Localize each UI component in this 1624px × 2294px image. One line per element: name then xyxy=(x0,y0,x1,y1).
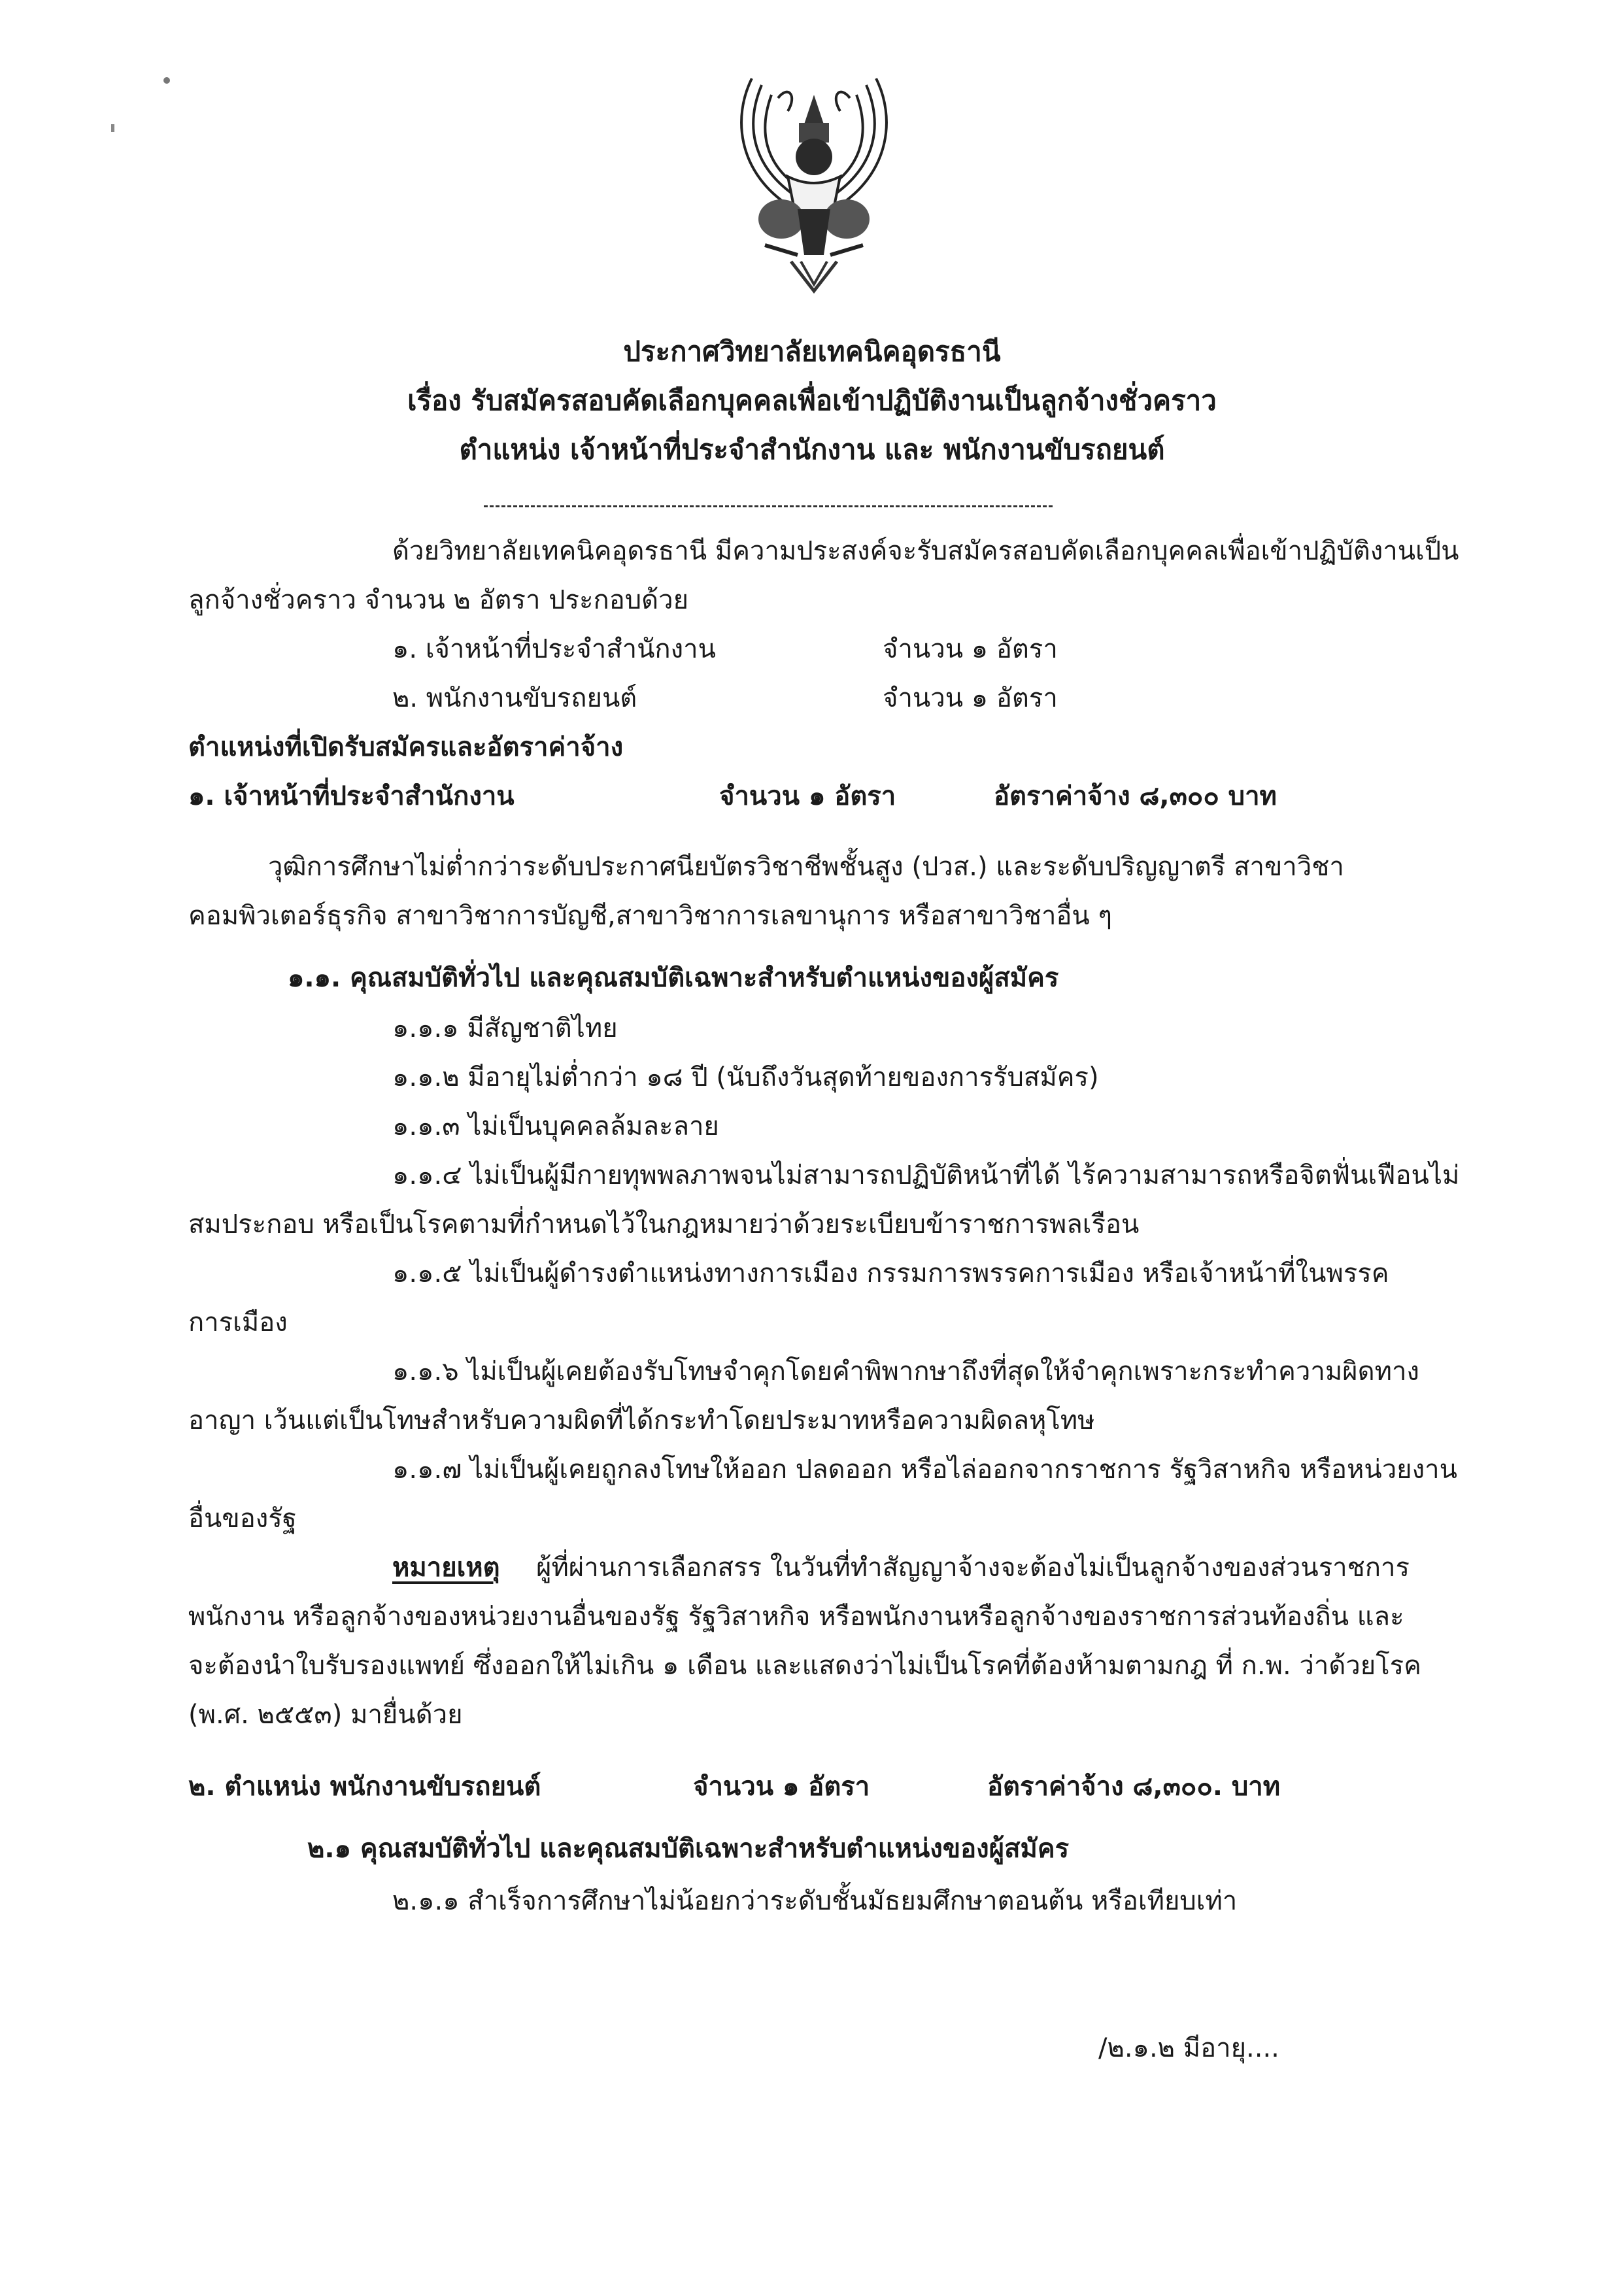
intro-item-2-count: จำนวน ๑ อัตรา xyxy=(883,683,1058,713)
qualification-2-1-1: ๒.๑.๑ สำเร็จการศึกษาไม่น้อยกว่าระดับชั้นมัธยมศึกษาตอนต้น หรือเทียบเท่า xyxy=(392,1886,1238,1916)
qualification-1-1-4-line-1: ๑.๑.๔ ไม่เป็นผู้มีกายทุพพลภาพจนไม่สามารถปฏิบัติหน้าที่ได้ ไร้ความสามารถหรือจิตฟั่นเฟือนไม่ xyxy=(392,1160,1460,1190)
scan-speck xyxy=(111,124,114,132)
qualification-1-1-5-line-2: การเมือง xyxy=(188,1307,288,1338)
position-2-wage: อัตราค่าจ้าง ๘,๓๐๐. บาท xyxy=(987,1772,1281,1802)
note-line-1: ผู้ที่ผ่านการเลือกสรร ในวันที่ทำสัญญาจ้างจะต้องไม่เป็นลูกจ้างของส่วนราชการ xyxy=(536,1553,1410,1583)
intro-line-1: ด้วยวิทยาลัยเทคนิคอุดรธานี มีความประสงค์จะรับสมัครสอบคัดเลือกบุคคลเพื่อเข้าปฏิบัติงานเป็น xyxy=(392,536,1459,566)
intro-line-2: ลูกจ้างชั่วคราว จำนวน ๒ อัตรา ประกอบด้วย xyxy=(188,585,689,615)
page-continuation: /๒.๑.๒ มีอายุ.... xyxy=(1098,2033,1279,2063)
position-1-title: ๑. เจ้าหน้าที่ประจำสำนักงาน xyxy=(188,781,515,811)
announcement-positions: ตำแหน่ง เจ้าหน้าที่ประจำสำนักงาน และ พนักงานขับรถยนต์ xyxy=(459,433,1165,465)
qualification-1-1-6-line-2: อาญา เว้นแต่เป็นโทษสำหรับความผิดที่ได้กระทำโดยประมาทหรือความผิดลหุโทษ xyxy=(188,1406,1095,1436)
garuda-emblem-icon xyxy=(726,59,902,294)
section-heading: ตำแหน่งที่เปิดรับสมัครและอัตราค่าจ้าง xyxy=(188,732,624,762)
qualification-1-1-2: ๑.๑.๒ มีอายุไม่ต่ำกว่า ๑๘ ปี (นับถึงวันสุดท้ายของการรับสมัคร) xyxy=(392,1062,1099,1092)
scan-speck xyxy=(163,77,170,84)
position-1-wage: อัตราค่าจ้าง ๘,๓๐๐ บาท xyxy=(994,781,1277,811)
position-1-education-line-1: วุฒิการศึกษาไม่ต่ำกว่าระดับประกาศนียบัตรวิชาชีพชั้นสูง (ปวส.) และระดับปริญญาตรี สาขาวิชา xyxy=(268,852,1344,882)
note-line-4: (พ.ศ. ๒๕๕๓) มายื่นด้วย xyxy=(188,1700,463,1730)
note-line-2: พนักงาน หรือลูกจ้างของหน่วยงานอื่นของรัฐ รัฐวิสาหกิจ หรือพนักงานหรือลูกจ้างของราชการส่วนท้องถิ่น และ xyxy=(188,1602,1404,1632)
position-1-education-line-2: คอมพิวเตอร์ธุรกิจ สาขาวิชาการบัญชี,สาขาวิชาการเลขานุการ หรือสาขาวิชาอื่น ๆ xyxy=(188,901,1112,931)
qualification-1-1-5-line-1: ๑.๑.๕ ไม่เป็นผู้ดำรงตำแหน่งทางการเมือง กรรมการพรรคการเมือง หรือเจ้าหน้าที่ในพรรค xyxy=(392,1258,1389,1289)
note-label: หมายเหตุ xyxy=(392,1553,500,1583)
qualification-1-1-7-line-1: ๑.๑.๗ ไม่เป็นผู้เคยถูกลงโทษให้ออก ปลดออก หรือไล่ออกจากราชการ รัฐวิสาหกิจ หรือหน่วยงาน xyxy=(392,1455,1457,1485)
position-1-count: จำนวน ๑ อัตรา xyxy=(719,781,896,811)
qualification-1-1-6-line-1: ๑.๑.๖ ไม่เป็นผู้เคยต้องรับโทษจำคุกโดยคำพิพากษาถึงที่สุดให้จำคุกเพราะกระทำความผิดทาง xyxy=(392,1357,1419,1387)
position-2-qualification-heading: ๒.๑ คุณสมบัติทั่วไป และคุณสมบัติเฉพาะสำหรับตำแหน่งของผู้สมัคร xyxy=(307,1834,1070,1864)
intro-item-2-label: ๒. พนักงานขับรถยนต์ xyxy=(392,683,637,713)
qualification-1-1-1: ๑.๑.๑ มีสัญชาติไทย xyxy=(392,1013,618,1043)
note-line-3: จะต้องนำใบรับรองแพทย์ ซึ่งออกให้ไม่เกิน ๑ เดือน และแสดงว่าไม่เป็นโรคที่ต้องห้ามตามกฎ ที่ ก.พ. ว่าด้วยโรค xyxy=(188,1651,1421,1681)
qualification-1-1-4-line-2: สมประกอบ หรือเป็นโรคตามที่กำหนดไว้ในกฎหมายว่าด้วยระเบียบข้าราชการพลเรือน xyxy=(188,1209,1140,1240)
qualification-1-1-7-line-2: อื่นของรัฐ xyxy=(188,1504,297,1534)
position-2-title: ๒. ตำแหน่ง พนักงานขับรถยนต์ xyxy=(188,1772,541,1802)
intro-item-1-count: จำนวน ๑ อัตรา xyxy=(883,634,1058,664)
announcement-title: ประกาศวิทยาลัยเทคนิคอุดรธานี xyxy=(623,335,1001,367)
announcement-subject: เรื่อง รับสมัครสอบคัดเลือกบุคคลเพื่อเข้าปฏิบัติงานเป็นลูกจ้างชั่วคราว xyxy=(407,384,1217,416)
header-divider xyxy=(484,505,1053,507)
position-2-count: จำนวน ๑ อัตรา xyxy=(693,1772,870,1802)
intro-item-1-label: ๑. เจ้าหน้าที่ประจำสำนักงาน xyxy=(392,634,716,664)
qualification-1-1-3: ๑.๑.๓ ไม่เป็นบุคคลล้มละลาย xyxy=(392,1111,719,1141)
position-1-qualification-heading: ๑.๑. คุณสมบัติทั่วไป และคุณสมบัติเฉพาะสำหรับตำแหน่งของผู้สมัคร xyxy=(288,963,1059,993)
